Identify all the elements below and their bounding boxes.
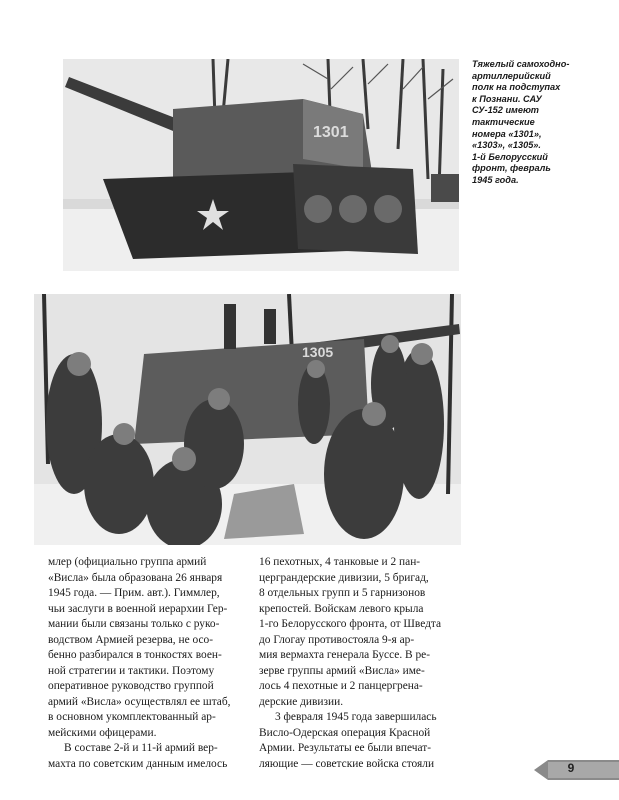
- text-line: армий «Висла» осуществлял ее штаб,: [48, 695, 231, 708]
- text-line: бенно разбирался в тонкостях воен-: [48, 649, 222, 661]
- text-line: Армии. Результаты ее были впечат-: [259, 742, 432, 754]
- text-line: 1945 года. — Прим. авт.). Гиммлер,: [48, 587, 220, 599]
- text-line: 1-го Белорусского фронта, от Шведта: [259, 618, 442, 630]
- text-column-right: [259, 555, 462, 772]
- text-line: мании были связаны только с руко-: [48, 618, 220, 630]
- text-line: оперативное руководство группой: [48, 680, 214, 692]
- caption-line: к Познани. САУ: [472, 93, 542, 104]
- text-line: 8 отдельных групп и 5 гарнизонов: [259, 587, 426, 599]
- caption-line: Тяжелый самоходно-: [472, 59, 570, 69]
- caption-line: «1303», «1305».: [472, 140, 541, 151]
- text-line: 3 февраля 1945 года завершилась: [275, 711, 437, 723]
- text-line: махта по советским данным имелось: [48, 757, 228, 770]
- text-line: церграндерские дивизии, 5 бригад,: [259, 571, 429, 584]
- caption-line: 1-й Белорусский: [472, 151, 548, 162]
- text-column-left: [48, 555, 248, 772]
- caption-line: СУ-152 имеют: [472, 105, 539, 116]
- caption-line: полк на подступах: [472, 82, 561, 93]
- page-number: 9: [567, 761, 575, 775]
- text-line: Висло-Одерская операция Красной: [259, 726, 431, 739]
- text-line: мейскими офицерами.: [48, 726, 157, 739]
- photo-caption: [472, 59, 610, 187]
- text-line: в основном укомплектованный ар-: [48, 711, 216, 723]
- text-line: зерве группы армий «Висла» име-: [259, 664, 425, 677]
- text-line: млер (официально группа армий: [48, 556, 207, 568]
- text-line: дерские дивизии.: [259, 695, 344, 708]
- text-line: чьи заслуги в военной иерархии Гер-: [48, 602, 228, 615]
- tactical-number-bottom: 1305: [302, 344, 334, 360]
- text-line: В составе 2-й и 11-й армий вер-: [64, 742, 218, 754]
- photo-su152-tank: [63, 59, 459, 271]
- text-line: крепостей. Войскам левого крыла: [259, 602, 424, 615]
- text-line: 16 пехотных, 4 танковые и 2 пан-: [259, 556, 421, 568]
- caption-line: артиллерийский: [472, 70, 551, 81]
- caption-line: номера «1301»,: [472, 128, 542, 139]
- text-line: ляющие — советские войска стояли: [259, 757, 435, 770]
- text-line: водством Армией резерва, не осо-: [48, 633, 214, 646]
- caption-line: фронт, февраль: [472, 163, 551, 174]
- caption-line: тактические: [472, 116, 535, 127]
- photo-soldiers-by-gun: [34, 294, 461, 545]
- text-line: мия вермахта генерала Буссе. В ре-: [259, 649, 431, 661]
- text-line: до Глогау противостояла 9-я ар-: [259, 633, 415, 646]
- caption-line: 1945 года.: [472, 174, 519, 185]
- tactical-number-top: 1301: [313, 124, 349, 141]
- text-line: лось 4 пехотные и 2 панцергрена-: [259, 680, 423, 692]
- text-line: «Висла» была образована 26 января: [48, 571, 223, 584]
- text-line: ной стратегии и тактики. Поэтому: [48, 664, 215, 677]
